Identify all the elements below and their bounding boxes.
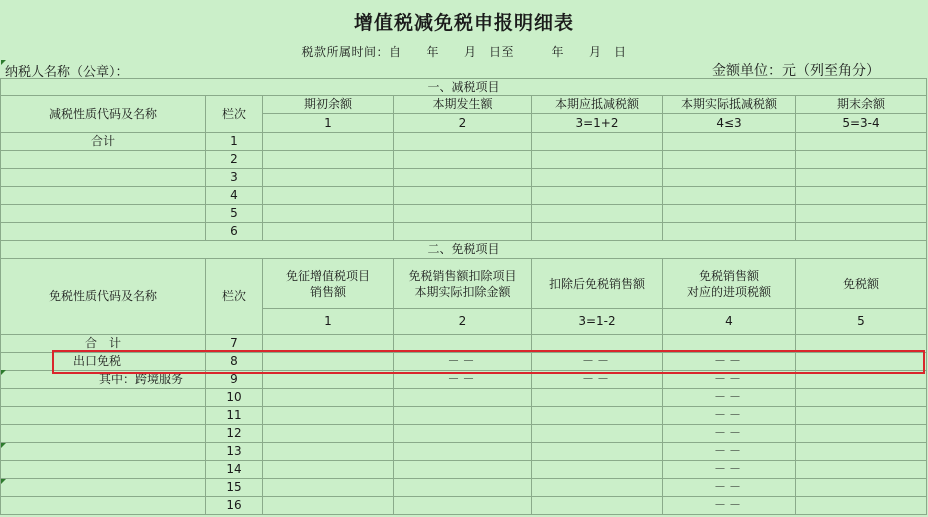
- row-name[interactable]: [1, 443, 206, 461]
- cell-comment-marker: [1, 443, 6, 448]
- data-cell[interactable]: [532, 187, 663, 205]
- data-cell[interactable]: [796, 187, 927, 205]
- cell-comment-marker: [1, 60, 6, 65]
- data-cell[interactable]: [532, 169, 663, 187]
- row-number: 7: [206, 335, 263, 353]
- data-cell[interactable]: [796, 353, 927, 371]
- table-row: [1, 389, 927, 407]
- data-cell[interactable]: [263, 461, 394, 479]
- section2-col-header: 免征增值税项目 销售额: [263, 259, 394, 309]
- data-cell[interactable]: [263, 169, 394, 187]
- row-number: 9: [206, 371, 263, 389]
- section1-col-header: 本期发生额: [394, 96, 532, 114]
- table-row: [1, 353, 927, 371]
- section2-formula: 2: [394, 309, 532, 335]
- table-row: [1, 335, 927, 353]
- section1-formula: 1: [263, 114, 394, 133]
- data-cell[interactable]: －－: [394, 371, 532, 389]
- row-name[interactable]: 合计: [1, 133, 206, 151]
- row-name[interactable]: [1, 425, 206, 443]
- detail-table: [0, 78, 927, 515]
- data-cell[interactable]: [796, 169, 927, 187]
- data-cell[interactable]: －－: [663, 371, 796, 389]
- data-cell[interactable]: [263, 407, 394, 425]
- data-cell[interactable]: [532, 133, 663, 151]
- data-cell[interactable]: [796, 205, 927, 223]
- table-row: [1, 223, 927, 241]
- data-cell[interactable]: [532, 479, 663, 497]
- table-row: [1, 479, 927, 497]
- row-number: 13: [206, 443, 263, 461]
- section2-title: 二、免税项目: [1, 241, 927, 259]
- data-cell[interactable]: [796, 425, 927, 443]
- data-cell[interactable]: －－: [663, 443, 796, 461]
- data-cell[interactable]: [263, 205, 394, 223]
- data-cell[interactable]: [663, 187, 796, 205]
- section1-title: 一、减税项目: [1, 79, 927, 96]
- data-cell[interactable]: －－: [394, 353, 532, 371]
- row-number: 15: [206, 479, 263, 497]
- row-name[interactable]: 出口免税: [1, 353, 206, 371]
- data-cell[interactable]: －－: [663, 497, 796, 515]
- data-cell[interactable]: [663, 205, 796, 223]
- data-cell[interactable]: [532, 205, 663, 223]
- section2-formula: 3=1-2: [532, 309, 663, 335]
- data-cell[interactable]: [263, 389, 394, 407]
- data-cell[interactable]: －－: [532, 371, 663, 389]
- data-cell[interactable]: [263, 151, 394, 169]
- row-name[interactable]: [1, 479, 206, 497]
- data-cell[interactable]: [394, 407, 532, 425]
- row-number: 11: [206, 407, 263, 425]
- row-number: 12: [206, 425, 263, 443]
- data-cell[interactable]: [394, 151, 532, 169]
- row-number: 14: [206, 461, 263, 479]
- section2-col-header: 免税销售额 对应的进项税额: [663, 259, 796, 309]
- data-cell[interactable]: [532, 223, 663, 241]
- section2-formula: 5: [796, 309, 927, 335]
- data-cell[interactable]: －－: [663, 389, 796, 407]
- data-cell[interactable]: [263, 479, 394, 497]
- data-cell[interactable]: [796, 461, 927, 479]
- data-cell[interactable]: [796, 389, 927, 407]
- data-cell[interactable]: [263, 223, 394, 241]
- data-cell[interactable]: [796, 223, 927, 241]
- table-row: [1, 461, 927, 479]
- section2-col-header: 免税额: [796, 259, 927, 309]
- section2-col-header: 扣除后免税销售额: [532, 259, 663, 309]
- row-name[interactable]: [1, 187, 206, 205]
- data-cell[interactable]: [796, 407, 927, 425]
- data-cell[interactable]: [394, 497, 532, 515]
- table-row: [1, 205, 927, 223]
- data-cell[interactable]: [394, 461, 532, 479]
- data-cell[interactable]: －－: [663, 353, 796, 371]
- row-number: 4: [206, 187, 263, 205]
- data-cell[interactable]: [532, 151, 663, 169]
- data-cell[interactable]: －－: [663, 479, 796, 497]
- data-cell[interactable]: [263, 335, 394, 353]
- section2-formula: 1: [263, 309, 394, 335]
- data-cell[interactable]: [263, 353, 394, 371]
- table-row: [1, 443, 927, 461]
- table-row: [1, 497, 927, 515]
- section1-col-header: 期初余额: [263, 96, 394, 114]
- row-name[interactable]: [1, 497, 206, 515]
- data-cell[interactable]: [263, 187, 394, 205]
- data-cell[interactable]: [263, 133, 394, 151]
- tax-period: 税款所属时间：自 年 月 日至 年 月 日: [301, 45, 627, 59]
- data-cell[interactable]: [796, 335, 927, 353]
- row-number: 2: [206, 151, 263, 169]
- data-cell[interactable]: [263, 443, 394, 461]
- row-name[interactable]: [1, 205, 206, 223]
- row-name[interactable]: [1, 223, 206, 241]
- table-row: [1, 151, 927, 169]
- data-cell[interactable]: [532, 407, 663, 425]
- data-cell[interactable]: [532, 497, 663, 515]
- row-number: 1: [206, 133, 263, 151]
- data-cell[interactable]: －－: [663, 461, 796, 479]
- cell-comment-marker: [1, 479, 6, 484]
- row-name[interactable]: 其中：跨境服务: [1, 371, 206, 389]
- row-number: 16: [206, 497, 263, 515]
- data-cell[interactable]: [394, 443, 532, 461]
- data-cell[interactable]: [796, 443, 927, 461]
- data-cell[interactable]: [796, 151, 927, 169]
- section2-name-header: 免税性质代码及名称: [1, 259, 206, 335]
- row-number: 3: [206, 169, 263, 187]
- row-name[interactable]: 合 计: [1, 335, 206, 353]
- data-cell[interactable]: －－: [663, 425, 796, 443]
- data-cell[interactable]: [394, 335, 532, 353]
- data-cell[interactable]: [394, 187, 532, 205]
- cell-comment-marker: [1, 370, 6, 375]
- section2-col-header: 免税销售额扣除项目 本期实际扣除金额: [394, 259, 532, 309]
- data-cell[interactable]: [796, 371, 927, 389]
- data-cell[interactable]: [532, 461, 663, 479]
- table-row: [1, 133, 927, 151]
- data-cell[interactable]: [663, 133, 796, 151]
- data-cell[interactable]: [532, 335, 663, 353]
- amount-unit-label: 金额单位：元（列至角分）: [712, 63, 880, 79]
- row-name[interactable]: [1, 407, 206, 425]
- section1-col-header: 期末余额: [796, 96, 927, 114]
- data-cell[interactable]: [263, 497, 394, 515]
- section1-col-header: 本期实际抵减税额: [663, 96, 796, 114]
- data-cell[interactable]: [796, 479, 927, 497]
- row-number: 5: [206, 205, 263, 223]
- data-cell[interactable]: [394, 169, 532, 187]
- table-row: [1, 371, 927, 389]
- data-cell[interactable]: [663, 169, 796, 187]
- row-number: 6: [206, 223, 263, 241]
- data-cell[interactable]: [394, 425, 532, 443]
- page-title: 增值税减免税申报明细表: [353, 12, 574, 34]
- section1-row-header: 栏次: [206, 96, 263, 133]
- data-cell[interactable]: [663, 223, 796, 241]
- data-cell[interactable]: [532, 443, 663, 461]
- data-cell[interactable]: [394, 205, 532, 223]
- taxpayer-name-label: 纳税人名称（公章）：: [5, 65, 129, 80]
- data-cell[interactable]: [263, 425, 394, 443]
- data-cell[interactable]: [394, 389, 532, 407]
- data-cell[interactable]: [263, 371, 394, 389]
- row-name[interactable]: [1, 169, 206, 187]
- section1-col-header: 本期应抵减税额: [532, 96, 663, 114]
- data-cell[interactable]: [663, 335, 796, 353]
- table-row: [1, 169, 927, 187]
- data-cell[interactable]: [532, 425, 663, 443]
- table-row: [1, 407, 927, 425]
- data-cell[interactable]: [796, 497, 927, 515]
- data-cell[interactable]: [394, 479, 532, 497]
- row-number: 8: [206, 353, 263, 371]
- table-row: [1, 425, 927, 443]
- data-cell[interactable]: [796, 133, 927, 151]
- row-name[interactable]: [1, 389, 206, 407]
- data-cell[interactable]: －－: [663, 407, 796, 425]
- section1-formula: 5=3-4: [796, 114, 927, 133]
- data-cell[interactable]: －－: [532, 353, 663, 371]
- row-number: 10: [206, 389, 263, 407]
- data-cell[interactable]: [394, 223, 532, 241]
- row-name[interactable]: [1, 151, 206, 169]
- section2-row-header: 栏次: [206, 259, 263, 335]
- data-cell[interactable]: [394, 133, 532, 151]
- section2-formula: 4: [663, 309, 796, 335]
- row-name[interactable]: [1, 461, 206, 479]
- section1-formula: 2: [394, 114, 532, 133]
- data-cell[interactable]: [663, 151, 796, 169]
- table-row: [1, 187, 927, 205]
- section1-formula: 4≤3: [663, 114, 796, 133]
- section1-name-header: 减税性质代码及名称: [1, 96, 206, 133]
- section1-formula: 3=1+2: [532, 114, 663, 133]
- data-cell[interactable]: [532, 389, 663, 407]
